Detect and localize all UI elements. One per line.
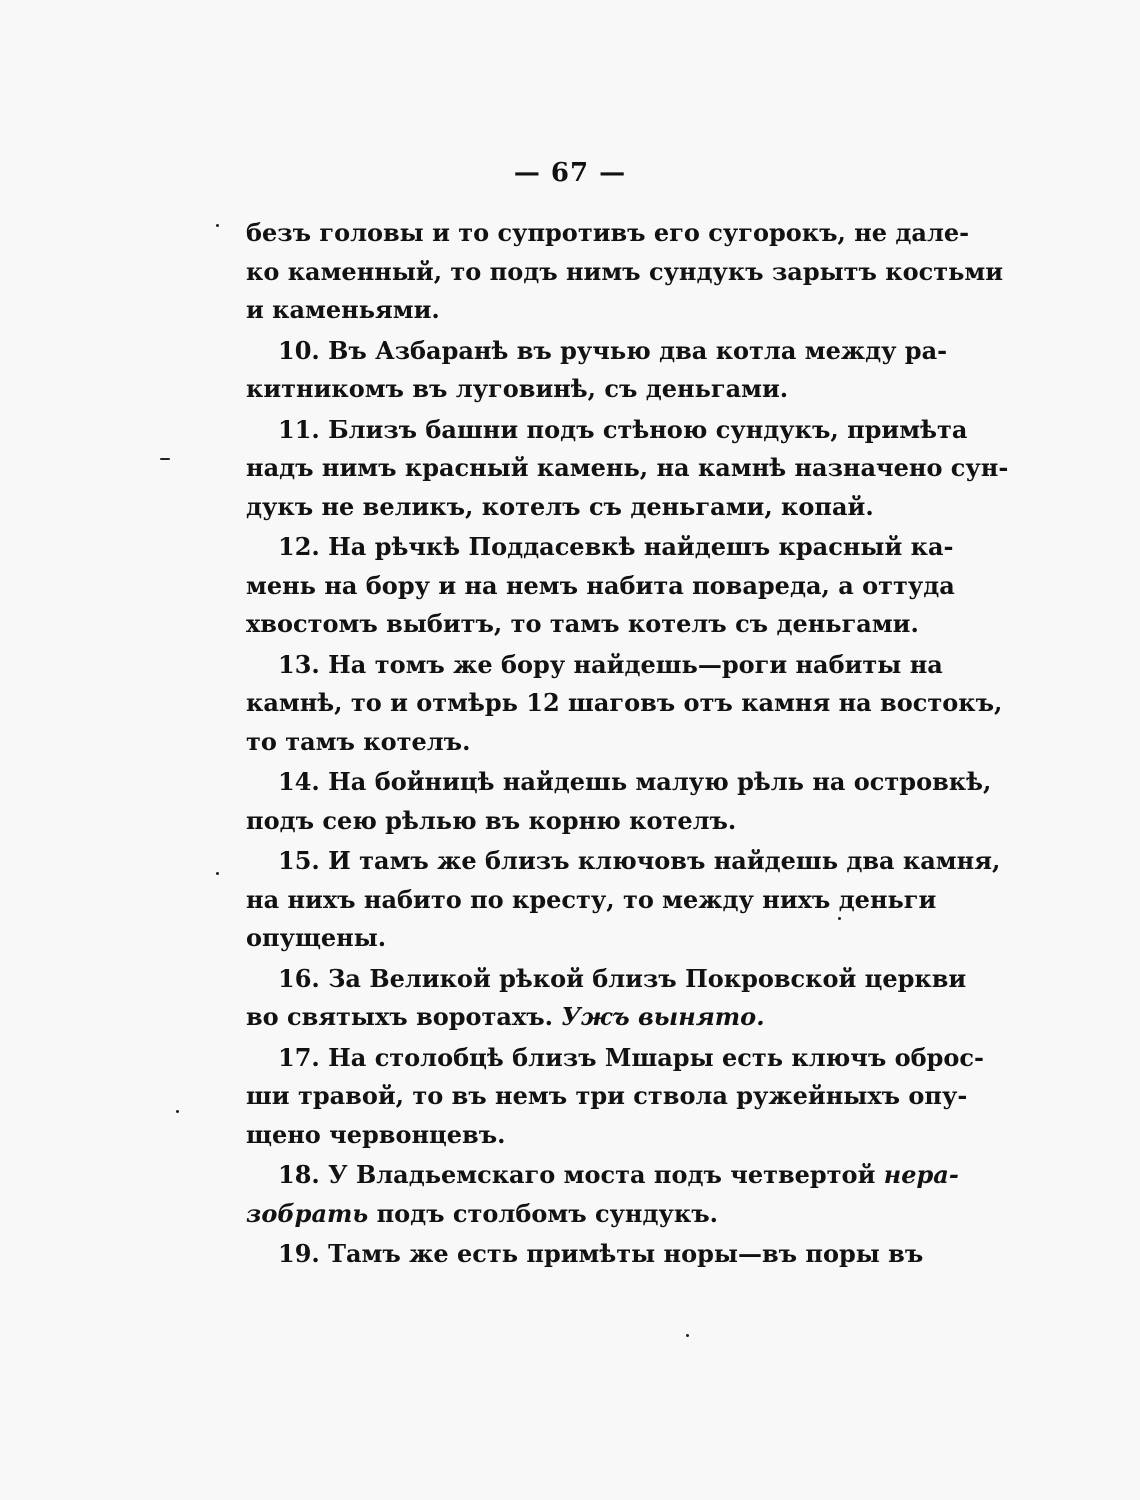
- entry-16: [246, 960, 967, 1037]
- text-line: 19. Тамъ же есть примѣты норы—въ поры въ: [278, 1239, 924, 1268]
- text-line: ко каменный, то подъ нимъ сундукъ зарытъ костьми: [246, 256, 1004, 286]
- scan-speck: [686, 1334, 689, 1337]
- scan-speck: [216, 872, 219, 875]
- page-body-text: [246, 214, 1009, 1276]
- text-line: на нихъ набито по кресту, то между нихъ деньги: [246, 884, 937, 914]
- page-number: — 67 —: [513, 158, 627, 188]
- entry-15: [246, 842, 1001, 958]
- text-run: подъ столбомъ сундукъ.: [376, 1198, 718, 1228]
- entry-10: [246, 332, 948, 409]
- text-line: китникомъ въ луговинѣ, съ деньгами.: [246, 374, 789, 403]
- entry-18: [246, 1156, 959, 1233]
- intro-paragraph: [246, 214, 1004, 330]
- scan-speck: [216, 224, 219, 227]
- text-run: во святыхъ воротахъ.: [246, 1002, 554, 1031]
- text-line: 15. И тамъ же близъ ключовъ найдешь два камня,: [278, 846, 1001, 875]
- text-line: и каменьями.: [246, 295, 440, 324]
- text-run: 18. У Владьемскаго моста подъ четвертой: [278, 1160, 876, 1189]
- text-line: 16. За Великой рѣкой близъ Покровской церкви: [278, 963, 967, 993]
- entry-13: [246, 646, 1003, 762]
- text-line: 14. На бойницѣ найдешь малую рѣль на островкѣ,: [278, 767, 992, 796]
- text-line: 13. На томъ же бору найдешь—роги набиты на: [278, 649, 943, 679]
- entry-11: [246, 411, 1009, 527]
- italic-note: зобрать: [246, 1198, 369, 1228]
- text-line: щено червонцевъ.: [246, 1119, 506, 1149]
- text-line: безъ головы и то супротивъ его сугорокъ, не дале-: [246, 218, 970, 247]
- text-line: 11. Близъ башни подъ стѣною сундукъ, примѣта: [278, 414, 968, 444]
- scan-speck: [838, 917, 841, 920]
- text-line: [246, 1156, 959, 1195]
- entry-14: [246, 763, 992, 840]
- text-line: [246, 998, 864, 1037]
- text-line: подъ сею рѣлью въ корню котелъ.: [246, 805, 737, 835]
- italic-note: Ужъ вынято.: [561, 1002, 765, 1031]
- text-line: 12. На рѣчкѣ Поддасевкѣ найдешъ красный ка-: [278, 532, 954, 561]
- scan-speck: [176, 1110, 179, 1113]
- text-line: хвостомъ выбитъ, то тамъ котелъ съ деньгами.: [246, 609, 919, 638]
- text-line: 17. На столобцѣ близъ Мшары есть ключъ оброс-: [278, 1042, 984, 1072]
- text-line: ши травой, то въ немъ три ствола ружейныхъ опу-: [246, 1081, 968, 1110]
- text-line: опущены.: [246, 923, 387, 952]
- italic-note: нера-: [883, 1160, 959, 1189]
- entry-19: [246, 1235, 924, 1274]
- entry-17: [246, 1039, 984, 1155]
- text-line: мень на бору и на немъ набита повареда, а оттуда: [246, 570, 955, 600]
- text-line: то тамъ котелъ.: [246, 726, 471, 756]
- text-line: надъ нимъ красный камень, на камнѣ назначено сун-: [246, 453, 1009, 482]
- text-line: [246, 1195, 864, 1234]
- text-line: камнѣ, то и отмѣрь 12 шаговъ отъ камня на востокъ,: [246, 688, 1003, 717]
- text-line: дукъ не великъ, котелъ съ деньгами, копай.: [246, 491, 874, 521]
- scan-speck: [160, 458, 170, 460]
- text-line: 10. Въ Азбаранѣ въ ручью два котла между ра-: [278, 335, 948, 365]
- entry-12: [246, 528, 955, 644]
